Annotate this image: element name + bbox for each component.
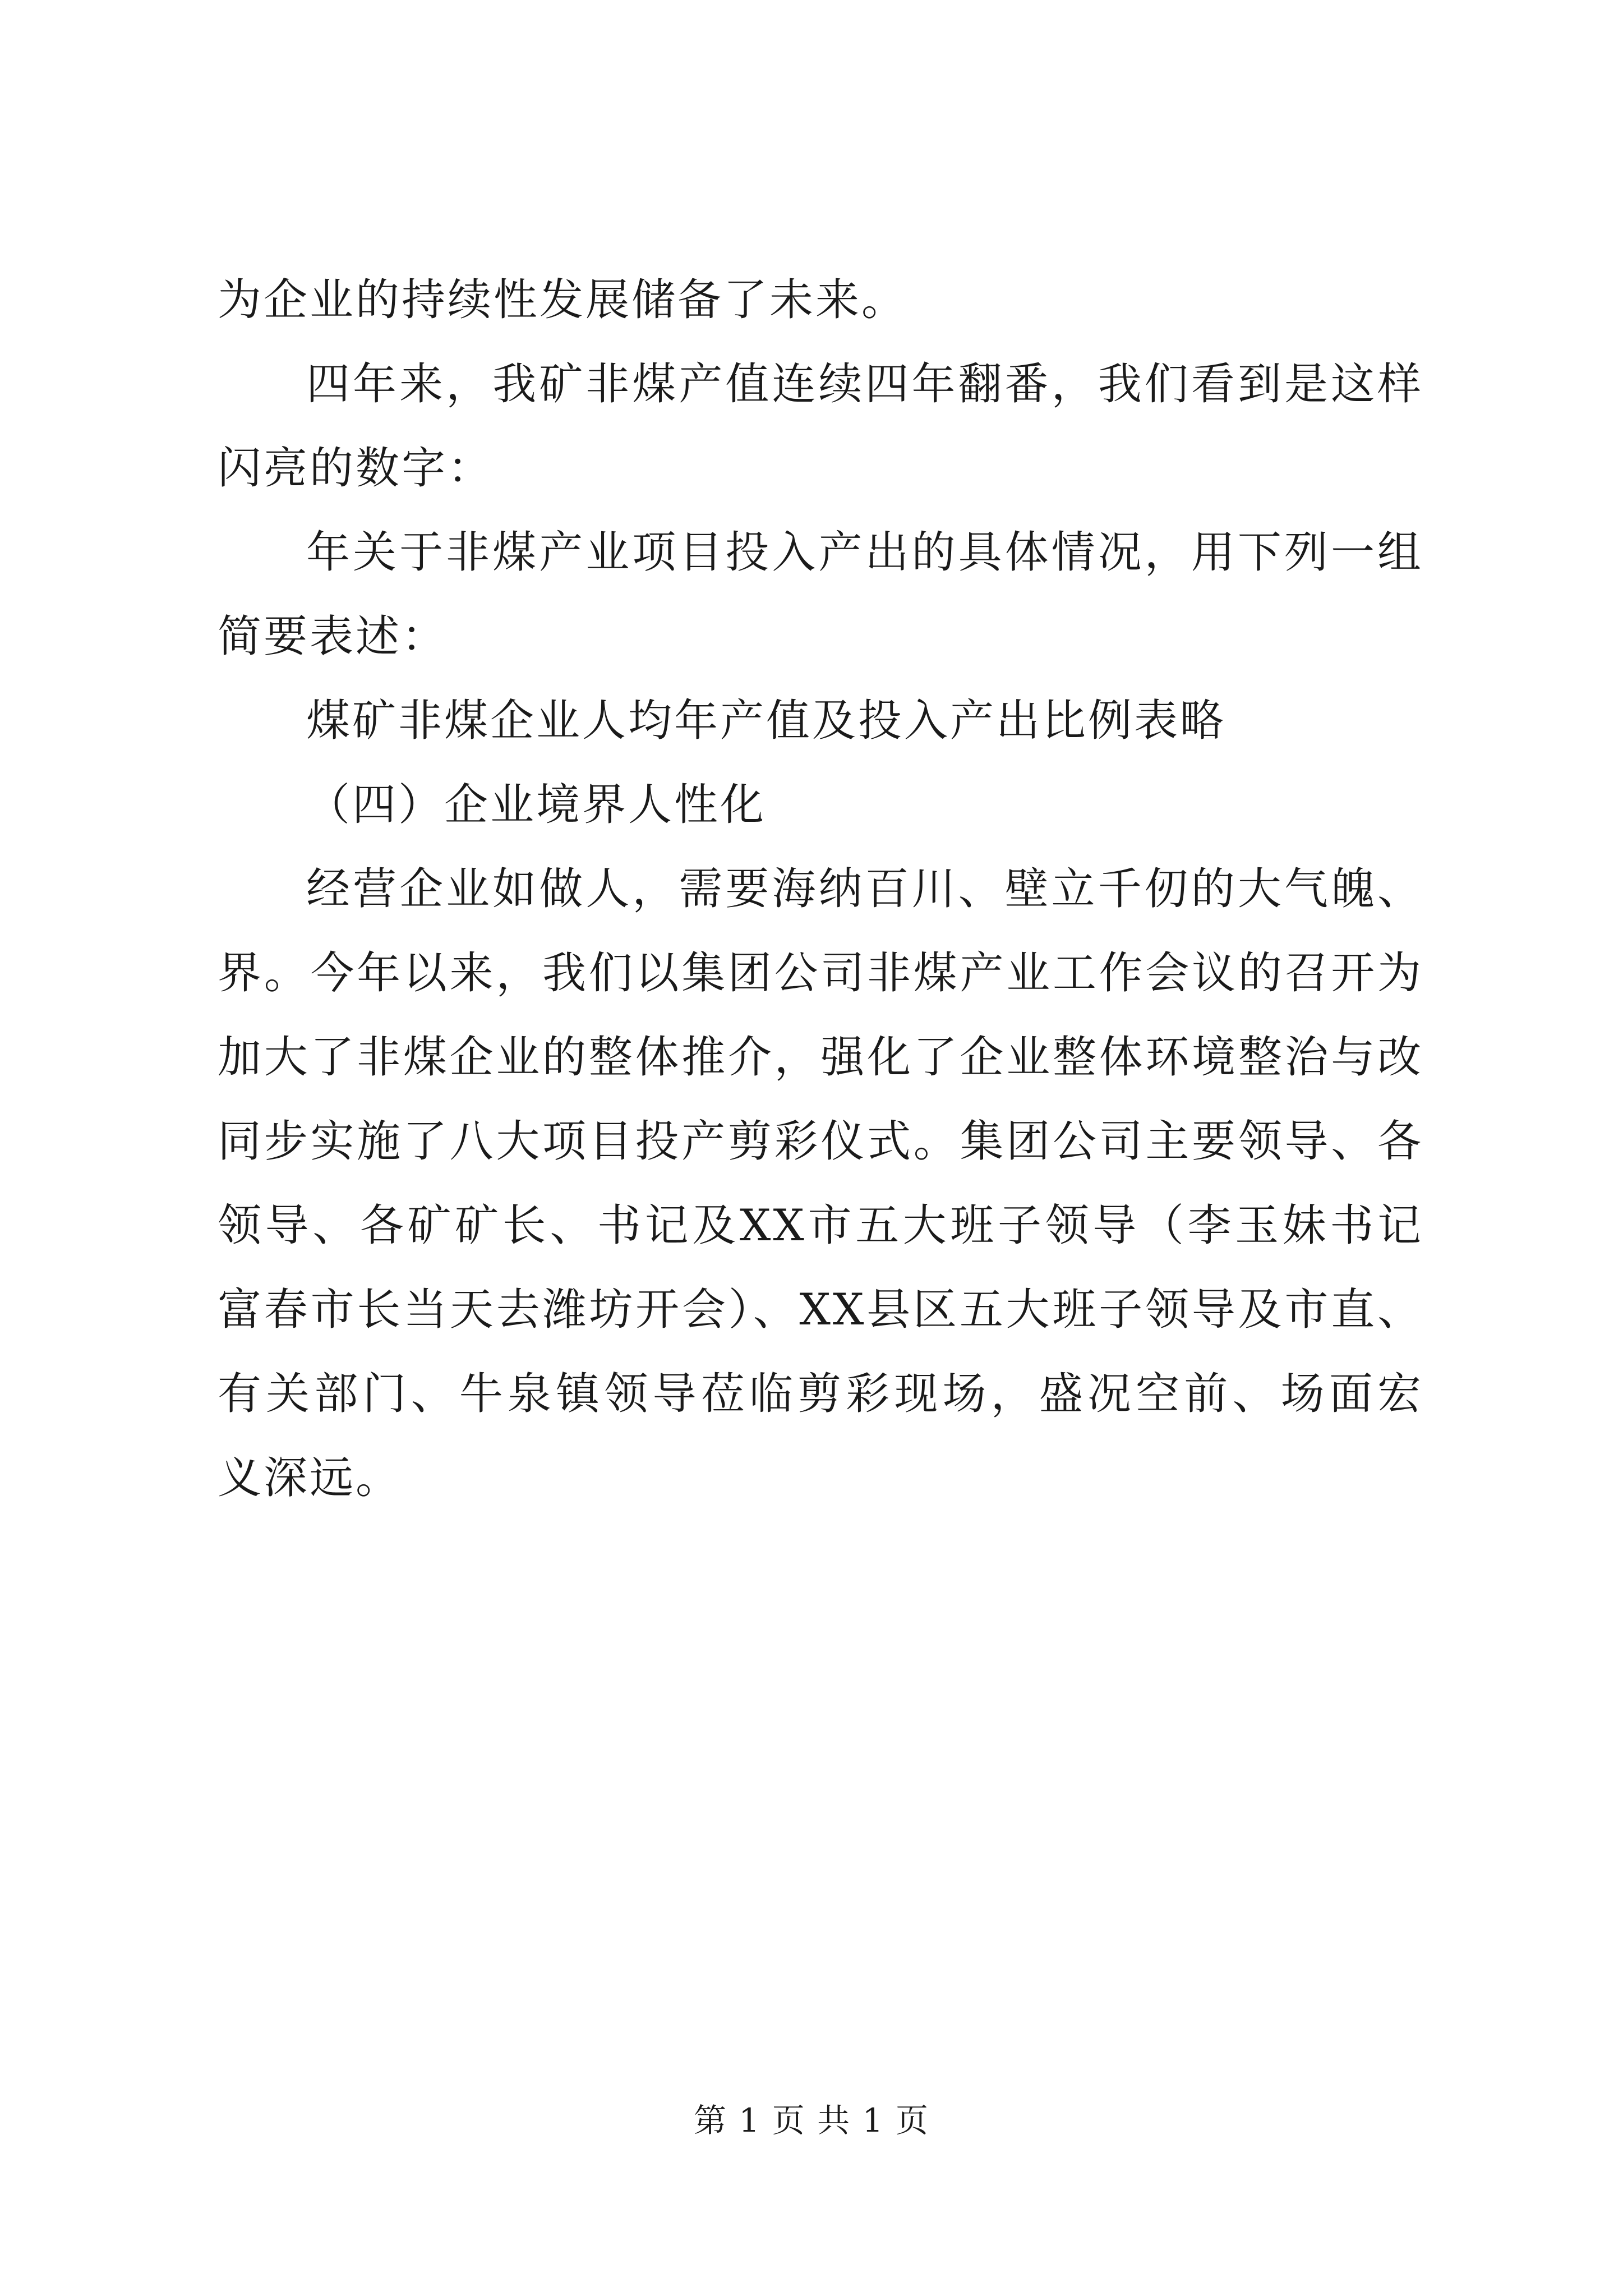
paragraph-line: 富春市长当天去潍坊开会）、XX县区五大班子领导及市直、 [218,1285,1423,1335]
paragraph-line: 年关于非煤产业项目投入产出的具体情况，用下列一组 [306,527,1423,578]
paragraph-line: 简要表述： [218,611,448,662]
paragraph-line: 义深远。 [218,1453,402,1503]
paragraph-line: 闪亮的数字： [218,443,494,494]
paragraph-line: 为企业的持续性发展储备了未来。 [218,275,908,325]
page-number-footer: 第 1 页 共 1 页 [694,2101,929,2139]
paragraph-line: 经营企业如做人，需要海纳百川、壁立千仞的大气魄、 [306,864,1423,914]
paragraph-line: 领导、各矿矿长、书记及XX市五大班子领导（李玉妹书记 [218,1200,1423,1251]
table-omitted-note: 煤矿非煤企业人均年产值及投入产出比例表略 [306,696,1227,746]
paragraph-line: 界。今年以来，我们以集团公司非煤产业工作会议的召开为 [218,948,1423,999]
section-heading: （四）企业境界人性化 [306,780,767,830]
document-body [218,258,1423,1520]
paragraph-line: 加大了非煤企业的整体推介，强化了企业整体环境整治与改 [218,1032,1423,1083]
paragraph-line: 有关部门、牛泉镇领导莅临剪彩现场，盛况空前、场面宏 [218,1369,1423,1419]
paragraph-line: 同步实施了八大项目投产剪彩仪式。集团公司主要领导、各 [218,1116,1423,1167]
paragraph-line: 四年来，我矿非煤产值连续四年翻番，我们看到是这样 [306,359,1423,409]
